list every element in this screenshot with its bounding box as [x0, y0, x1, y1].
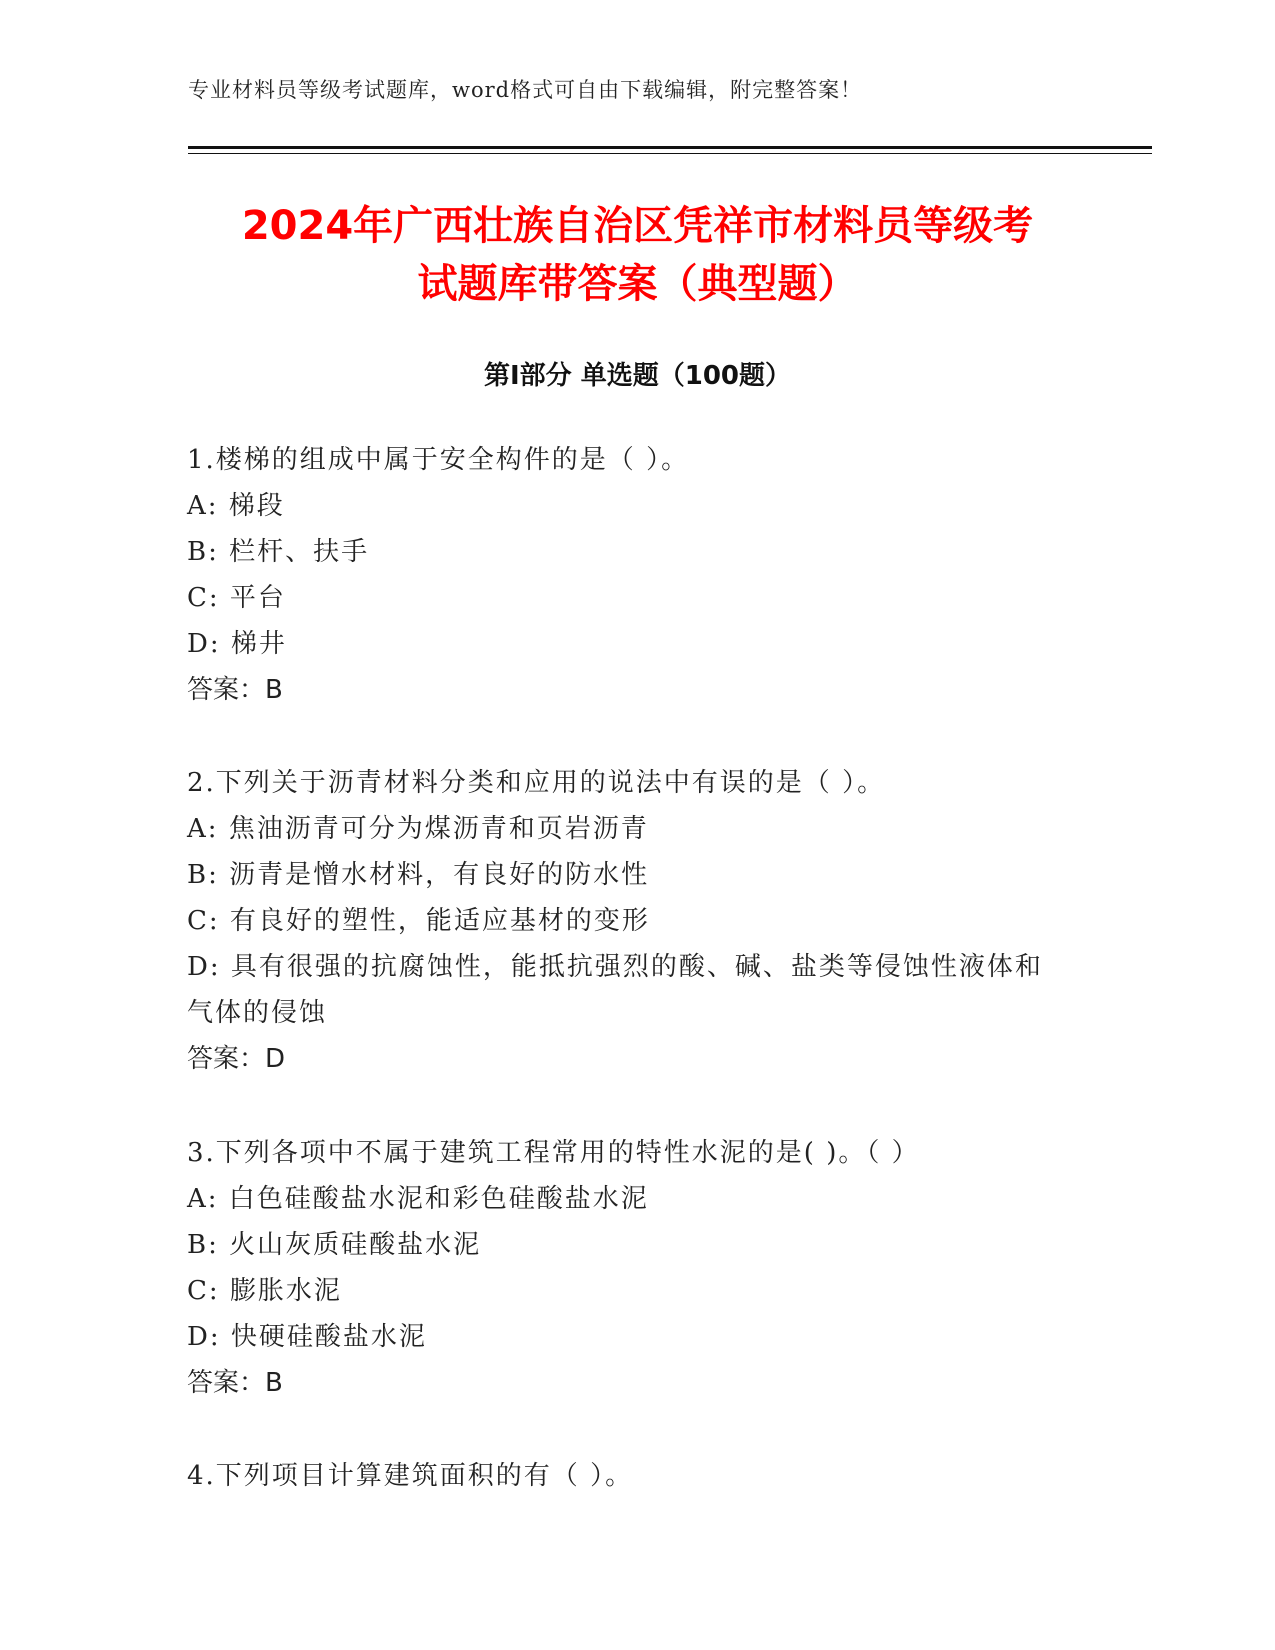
option-a: A: 焦油沥青可分为煤沥青和页岩沥青 [187, 814, 649, 844]
question-stem: 4.下列项目计算建筑面积的有（ ）。 [187, 1461, 634, 1491]
header-divider-thin [188, 153, 1152, 154]
option-d: D: 快硬硅酸盐水泥 [187, 1322, 427, 1352]
question-stem: 1.楼梯的组成中属于安全构件的是（ ）。 [187, 445, 690, 475]
option-b: B: 火山灰质硅酸盐水泥 [187, 1230, 482, 1260]
question-stem: 3.下列各项中不属于建筑工程常用的特性水泥的是( )。（ ） [187, 1138, 920, 1168]
option-a: A: 白色硅酸盐水泥和彩色硅酸盐水泥 [187, 1184, 649, 1214]
question-stem: 2.下列关于沥青材料分类和应用的说法中有误的是（ ）。 [187, 768, 886, 798]
option-d: D: 具有很强的抗腐蚀性，能抵抗强烈的酸、碱、盐类等侵蚀性液体和气体的侵蚀 [187, 952, 1043, 1028]
option-c: C: 膨胀水泥 [187, 1276, 342, 1306]
option-a: A: 梯段 [187, 491, 285, 521]
document-title [150, 197, 1125, 313]
question-2 [187, 760, 1087, 1082]
answer: 答案：B [187, 675, 283, 705]
title-line-2: 试题库带答案（典型题） [417, 261, 858, 307]
header-divider-thick [188, 146, 1152, 149]
question-1 [187, 437, 1087, 713]
option-d: D: 梯井 [187, 629, 287, 659]
page-header: 专业材料员等级考试题库，word格式可自由下载编辑，附完整答案！ [188, 78, 863, 102]
option-b: B: 沥青是憎水材料，有良好的防水性 [187, 860, 650, 890]
answer: 答案：B [187, 1368, 283, 1398]
question-3 [187, 1130, 1087, 1406]
option-c: C: 有良好的塑性，能适应基材的变形 [187, 906, 650, 936]
title-line-1: 2024年广西壮族自治区凭祥市材料员等级考 [241, 203, 1034, 249]
option-c: C: 平台 [187, 583, 286, 613]
option-b: B: 栏杆、扶手 [187, 537, 370, 567]
question-4 [187, 1453, 1087, 1499]
answer: 答案：D [187, 1044, 286, 1074]
section-heading: 第Ⅰ部分 单选题（100题） [484, 361, 791, 391]
